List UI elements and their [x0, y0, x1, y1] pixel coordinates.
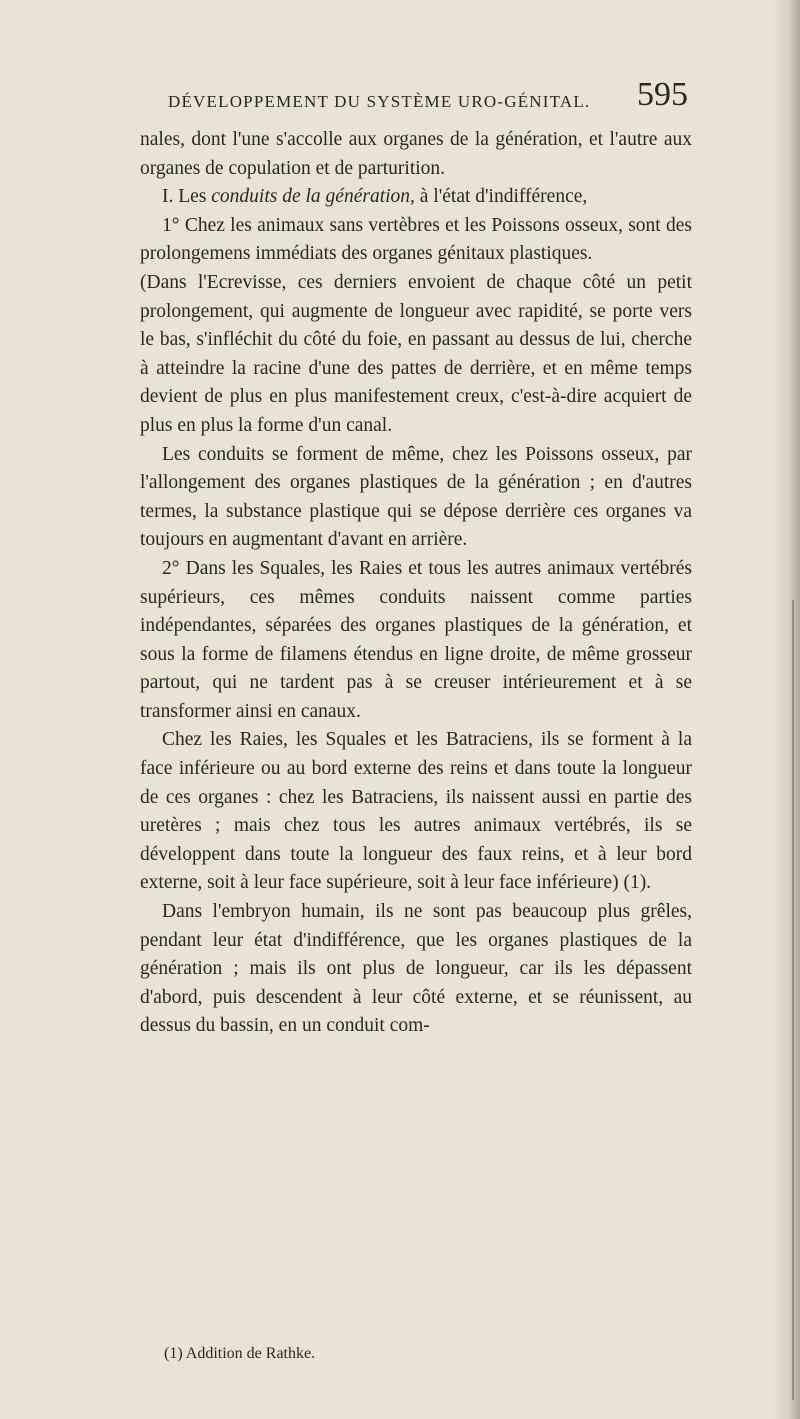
section-heading-suffix: à l'état d'indifférence,	[414, 186, 588, 208]
section-heading-prefix: I. Les	[162, 186, 212, 208]
paragraph-continuation: nales, dont l'une s'accolle aux organes de la génération, et l'autre aux organes de copulation et de parturition.	[140, 129, 692, 179]
binding-edge	[792, 600, 794, 1400]
paragraph: 1° Chez les animaux sans vertèbres et les Poissons osseux, sont des prolongemens immédiats des organes génitaux plastiques.	[140, 214, 692, 265]
footnote: (1) Addition de Rathke.	[164, 1345, 316, 1362]
page-number: 595	[637, 76, 688, 113]
paragraph: Les conduits se forment de même, chez les Poissons osseux, par l'allongement des organes plastiques de la génération ; en d'autres termes, la substance plastique qui se dépose derrière ces organes va toujours en augmentant d'avant en arrière.	[140, 443, 692, 551]
page-header	[168, 76, 688, 122]
section-heading-paragraph	[140, 183, 692, 212]
paragraph: (Dans l'Ecrevisse, ces derniers envoient de chaque côté un petit prolongement, qui augmente de longueur avec rapidité, se porte vers le bas, s'infléchit du côté du foie, en passant au dessus de lui, cherche à atteindre la racine d'une des pattes de derrière, et en même temps devient de plus en plus manifestement creux, c'est-à-dire acquiert de plus en plus la forme d'un canal.	[140, 271, 692, 436]
section-heading-italic: conduits de la génération,	[211, 186, 415, 208]
page-edge-shadow	[772, 0, 800, 1419]
paragraph: Chez les Raies, les Squales et les Batraciens, ils se forment à la face inférieure ou au bord externe des reins et dans toute la longueur de ces organes : chez les Batraciens, ils naissent aussi en partie des uretères ; mais chez tous les autres animaux vertébrés, ils se développent dans toute la longueur des faux reins, et à leur bord externe, soit à leur face supérieure, soit à leur face inférieure) (1).	[140, 729, 692, 894]
paragraph: 2° Dans les Squales, les Raies et tous les autres animaux vertébrés supérieurs, ces mêmes conduits naissent comme parties indépendantes, séparées des organes plastiques de la génération, et sous la forme de filamens étendus en ligne droite, de même grosseur partout, qui ne tardent pas à se creuser intérieurement et à se transformer ainsi en canaux.	[140, 557, 692, 722]
body-text	[140, 126, 692, 1041]
paragraph: Dans l'embryon humain, ils ne sont pas beaucoup plus grêles, pendant leur état d'indifférence, que les organes plastiques de la génération ; mais ils ont plus de longueur, car ils les dépassent d'abord, puis descendent à leur côté externe, et se réunissent, au dessus du bassin, en un conduit com-	[140, 901, 692, 1037]
running-head: DÉVELOPPEMENT DU SYSTÈME URO-GÉNITAL.	[168, 92, 591, 111]
